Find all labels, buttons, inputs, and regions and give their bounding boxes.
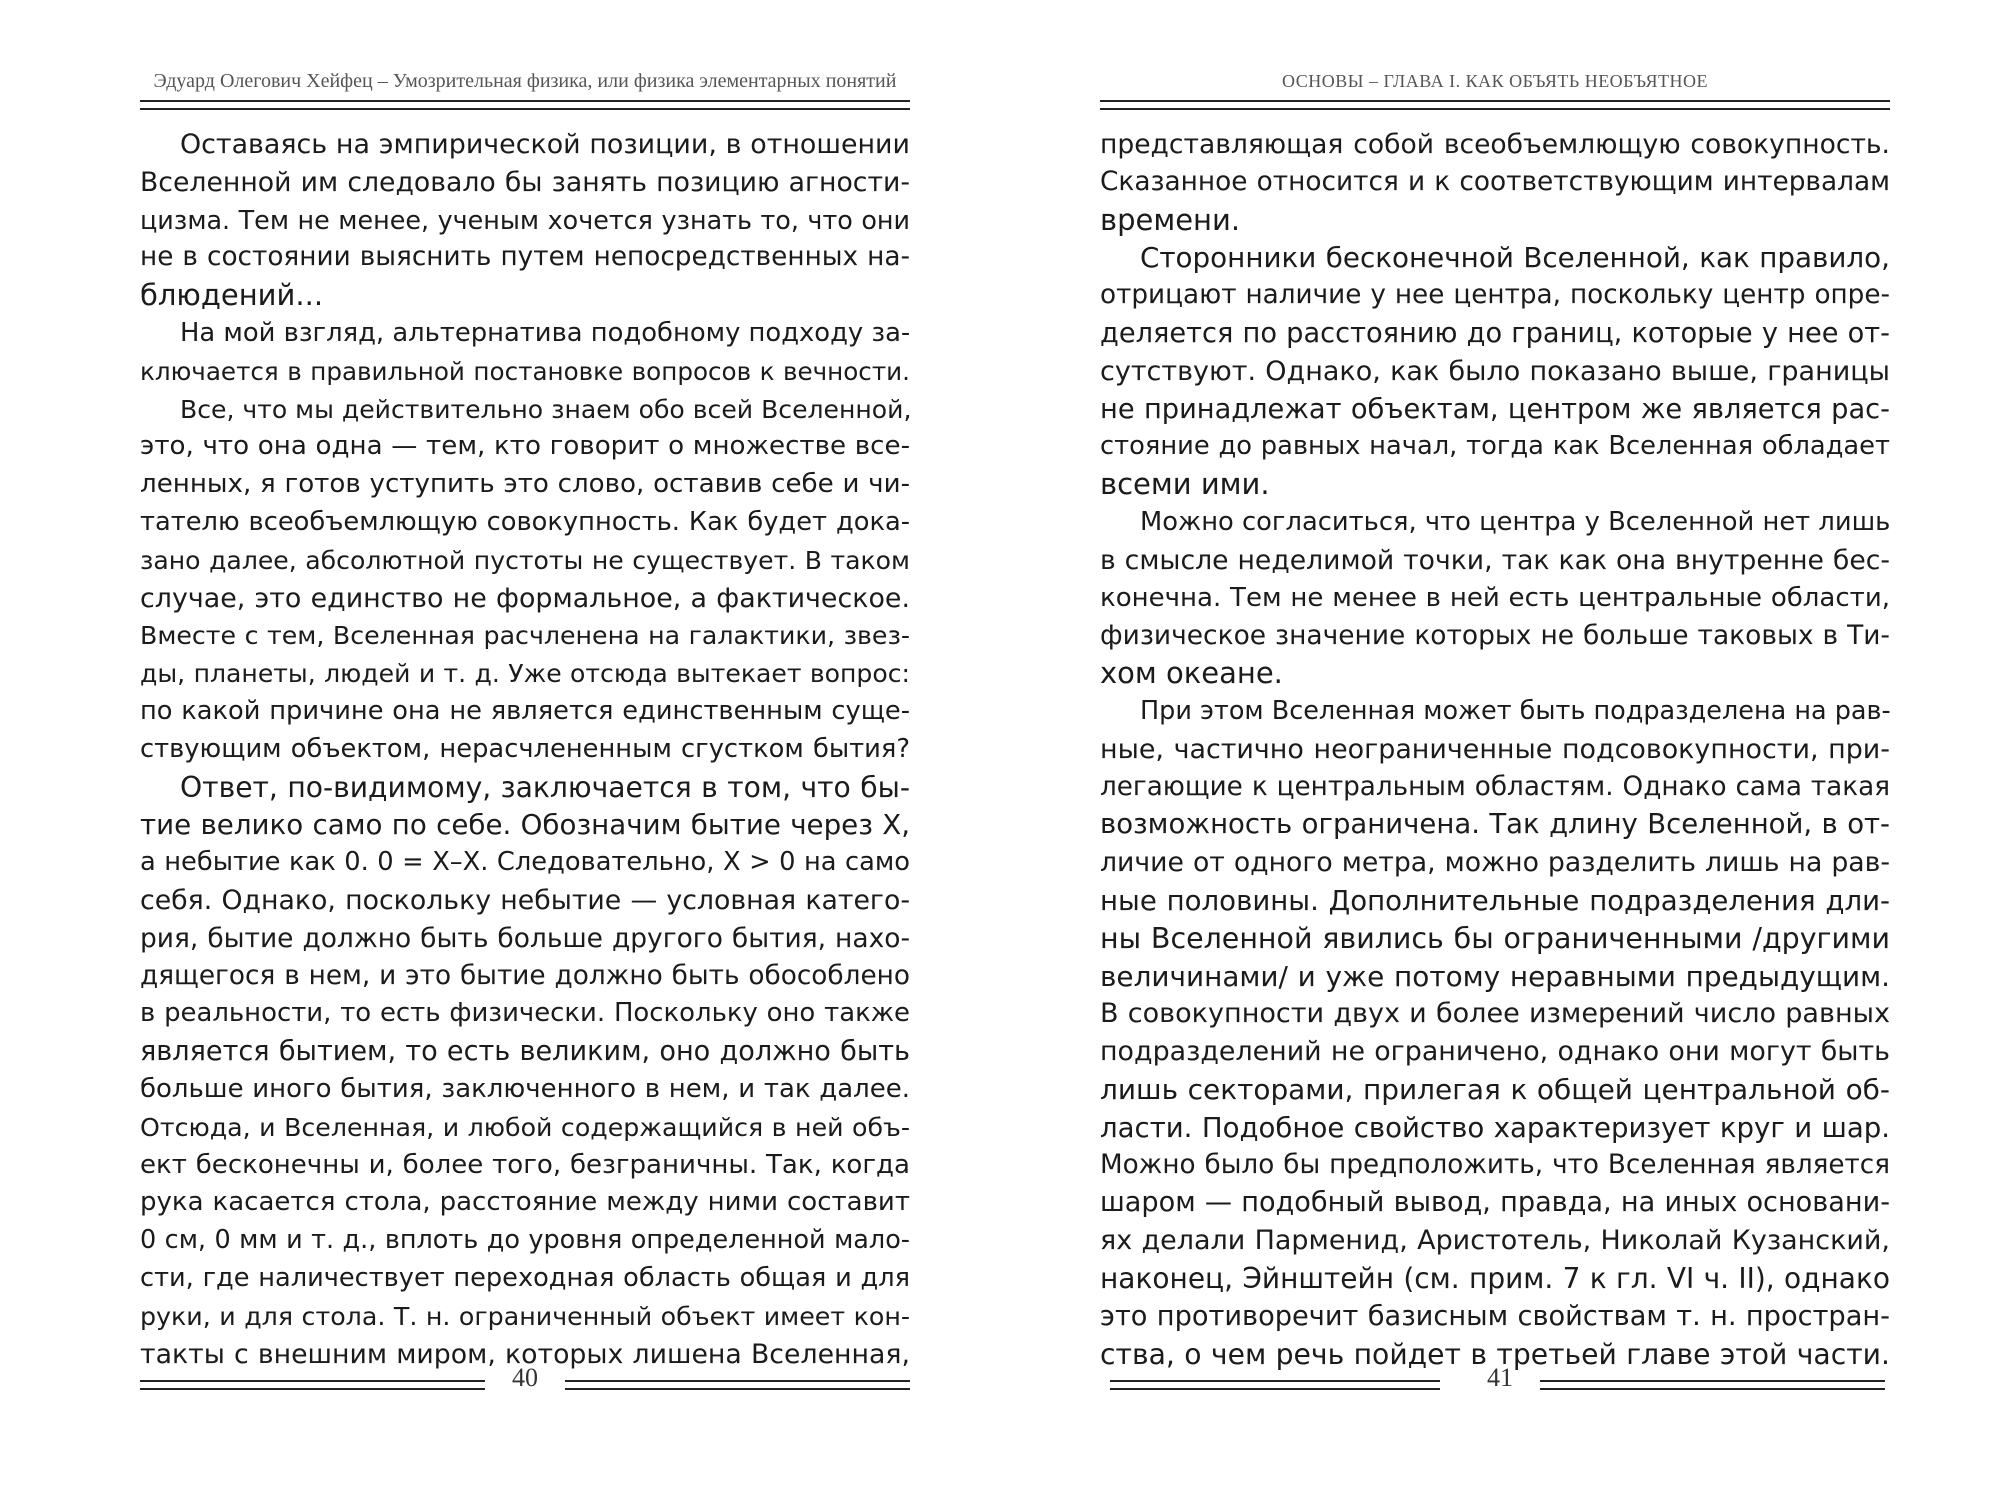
left-footer-rule-left bbox=[140, 1380, 485, 1390]
text-line: стояние до равных начал, тогда как Вселенная обладает bbox=[1100, 431, 1890, 462]
text-line: в смысле неделимой точки, так как она внутренне бес- bbox=[1100, 544, 1890, 576]
right-footer-rule-right bbox=[1540, 1380, 1885, 1390]
text-line: Можно было бы предположить, что Вселенная является bbox=[1100, 1149, 1890, 1180]
text-line: ях делали Парменид, Аристотель, Николай Кузанский, bbox=[1100, 1225, 1890, 1257]
text-line: В совокупности двух и более измерений число равных bbox=[1100, 998, 1890, 1030]
text-line: возможность ограничена. Так длину Вселенной, в от- bbox=[1100, 808, 1890, 841]
text-line: блюдений... bbox=[140, 278, 324, 313]
text-line: является бытием, то есть великим, оно должно быть bbox=[140, 1036, 910, 1068]
text-line: времени. bbox=[1100, 202, 1241, 237]
text-line: зано далее, абсолютной пустоты не существует. В таком bbox=[140, 545, 910, 575]
text-line: ды, планеты, людей и т. д. Уже отсюда вытекает вопрос: bbox=[140, 659, 910, 689]
text-line: ны Вселенной явились бы ограниченными /другими bbox=[1100, 921, 1890, 955]
text-line: это, что она одна — тем, кто говорит о множестве все- bbox=[140, 431, 910, 462]
text-line: Оставаясь на эмпирической позиции, в отношении bbox=[180, 129, 910, 160]
text-line: На мой взгляд, альтернатива подобному подходу за- bbox=[180, 317, 911, 348]
text-line: ект бесконечны и, более того, безграничны. Так, когда bbox=[140, 1149, 910, 1180]
text-line: наконец, Эйнштейн (см. прим. 7 к гл. VI ч. II), однако bbox=[1100, 1261, 1890, 1295]
text-line: Вместе с тем, Вселенная расчленена на галактики, звез- bbox=[140, 621, 910, 651]
text-line: это противоречит базисным свойствам т. н. простран- bbox=[1100, 1300, 1890, 1332]
left-running-head: Эдуард Олегович Хейфец – Умозрительная физика, или физика элементарных понятий bbox=[153, 70, 897, 92]
right-page-number: 41 bbox=[1487, 1363, 1513, 1392]
text-line: 0 см, 0 мм и т. д., вплоть до уровня определенной мало- bbox=[140, 1225, 910, 1256]
text-line: цизма. Тем не менее, ученым хочется узнать то, что они bbox=[140, 204, 910, 235]
text-line: всеми ими. bbox=[1100, 467, 1270, 502]
text-line: сутствуют. Однако, как было показано выше, границы bbox=[1100, 355, 1890, 387]
text-line: рия, бытие должно быть больше другого бытия, нахо- bbox=[140, 922, 910, 954]
text-line: Можно согласиться, что центра у Вселенной нет лишь bbox=[1140, 506, 1891, 537]
left-footer-rule-right bbox=[565, 1380, 910, 1390]
left-page-number: 40 bbox=[512, 1363, 538, 1392]
text-line: шаром — подобный вывод, правда, на иных основани- bbox=[1100, 1187, 1890, 1219]
text-line: физическое значение которых не больше таковых в Ти- bbox=[1100, 620, 1890, 652]
left-body-text bbox=[140, 126, 910, 1373]
text-line: конечна. Тем не менее в ней есть центральные области, bbox=[1100, 582, 1890, 613]
text-line: ключается в правильной постановке вопросов к вечности. bbox=[140, 356, 910, 386]
text-line: сти, где наличествует переходная область общая и для bbox=[140, 1262, 910, 1293]
text-line: ствующим объектом, нерасчлененным сгустком бытия? bbox=[140, 733, 910, 764]
text-line: случае, это единство не формальное, а фактическое. bbox=[140, 582, 910, 614]
text-line: тие велико само по себе. Обозначим бытие через X, bbox=[140, 808, 910, 842]
right-body-text bbox=[1100, 126, 1890, 1373]
text-line: Ответ, по-видимому, заключается в том, что бы- bbox=[180, 770, 910, 804]
left-header-rule bbox=[140, 100, 910, 110]
text-line: дящегося в нем, и это бытие должно быть обособлено bbox=[140, 960, 910, 991]
text-line: в реальности, то есть физически. Поскольку оно также bbox=[140, 998, 910, 1029]
text-line: Отсюда, и Вселенная, и любой содержащийся в ней объ- bbox=[140, 1112, 910, 1142]
text-line: себя. Однако, поскольку небытие — условная катего- bbox=[140, 884, 910, 916]
text-line: личие от одного метра, можно разделить лишь на рав- bbox=[1100, 847, 1890, 879]
text-line: больше иного бытия, заключенного в нем, и так далее. bbox=[140, 1073, 910, 1104]
text-line: тателю всеобъемлющую совокупность. Как будет дока- bbox=[140, 506, 910, 537]
text-line: Все, что мы действительно знаем обо всей Вселенной, bbox=[180, 394, 912, 424]
right-page bbox=[1000, 0, 2000, 1497]
text-line: ные, частично неограниченные подсовокупности, при- bbox=[1100, 733, 1890, 765]
text-line: ленных, я готов уступить это слово, оставив себе и чи- bbox=[140, 469, 910, 500]
text-line: лишь секторами, прилегая к общей центральной об- bbox=[1100, 1072, 1890, 1106]
text-line: такты с внешним миром, которых лишена Вселенная, bbox=[140, 1338, 910, 1370]
text-line: ные половины. Дополнительные подразделения дли- bbox=[1100, 883, 1890, 917]
text-line: деляется по расстоянию до границ, которые у нее от- bbox=[1100, 317, 1890, 349]
text-line: не в состоянии выяснить путем непосредственных на- bbox=[140, 242, 910, 273]
text-line: представляющая собой всеобъемлющую совокупность. bbox=[1100, 129, 1890, 160]
text-line: ства, о чем речь пойдет в третьей главе этой части. bbox=[1100, 1337, 1890, 1371]
text-line: руки, и для стола. Т. н. ограниченный объект имеет кон- bbox=[140, 1301, 910, 1331]
text-line: по какой причине она не является единственным суще- bbox=[140, 695, 910, 726]
text-line: легающие к центральным областям. Однако сама такая bbox=[1100, 771, 1890, 802]
text-line: подразделений не ограничено, однако они могут быть bbox=[1100, 1036, 1890, 1068]
text-line: Вселенной им следовало бы занять позицию агности- bbox=[140, 166, 910, 198]
text-line: Сказанное относится и к соответствующим интервалам bbox=[1100, 166, 1890, 197]
right-footer-rule-left bbox=[1110, 1380, 1440, 1390]
right-header-rule bbox=[1100, 100, 1890, 110]
right-running-head: ОСНОВЫ – ГЛАВА I. КАК ОБЪЯТЬ НЕОБЪЯТНОЕ bbox=[1282, 71, 1708, 91]
text-line: ласти. Подобное свойство характеризует круг и шар. bbox=[1100, 1110, 1890, 1144]
text-line: рука касается стола, расстояние между ними составит bbox=[140, 1187, 910, 1218]
text-line: величинами/ и уже потому неравными предыдущим. bbox=[1100, 959, 1890, 993]
text-line: не принадлежат объектам, центром же является рас- bbox=[1100, 393, 1890, 425]
text-line: хом океане. bbox=[1100, 656, 1283, 691]
text-line: Сторонники бесконечной Вселенной, как правило, bbox=[1140, 241, 1890, 275]
text-line: При этом Вселенная может быть подразделена на рав- bbox=[1140, 695, 1891, 726]
text-line: отрицают наличие у нее центра, поскольку центр опре- bbox=[1100, 280, 1890, 311]
text-line: а небытие как 0. 0 = X–X. Следовательно, X > 0 на само bbox=[140, 847, 910, 878]
